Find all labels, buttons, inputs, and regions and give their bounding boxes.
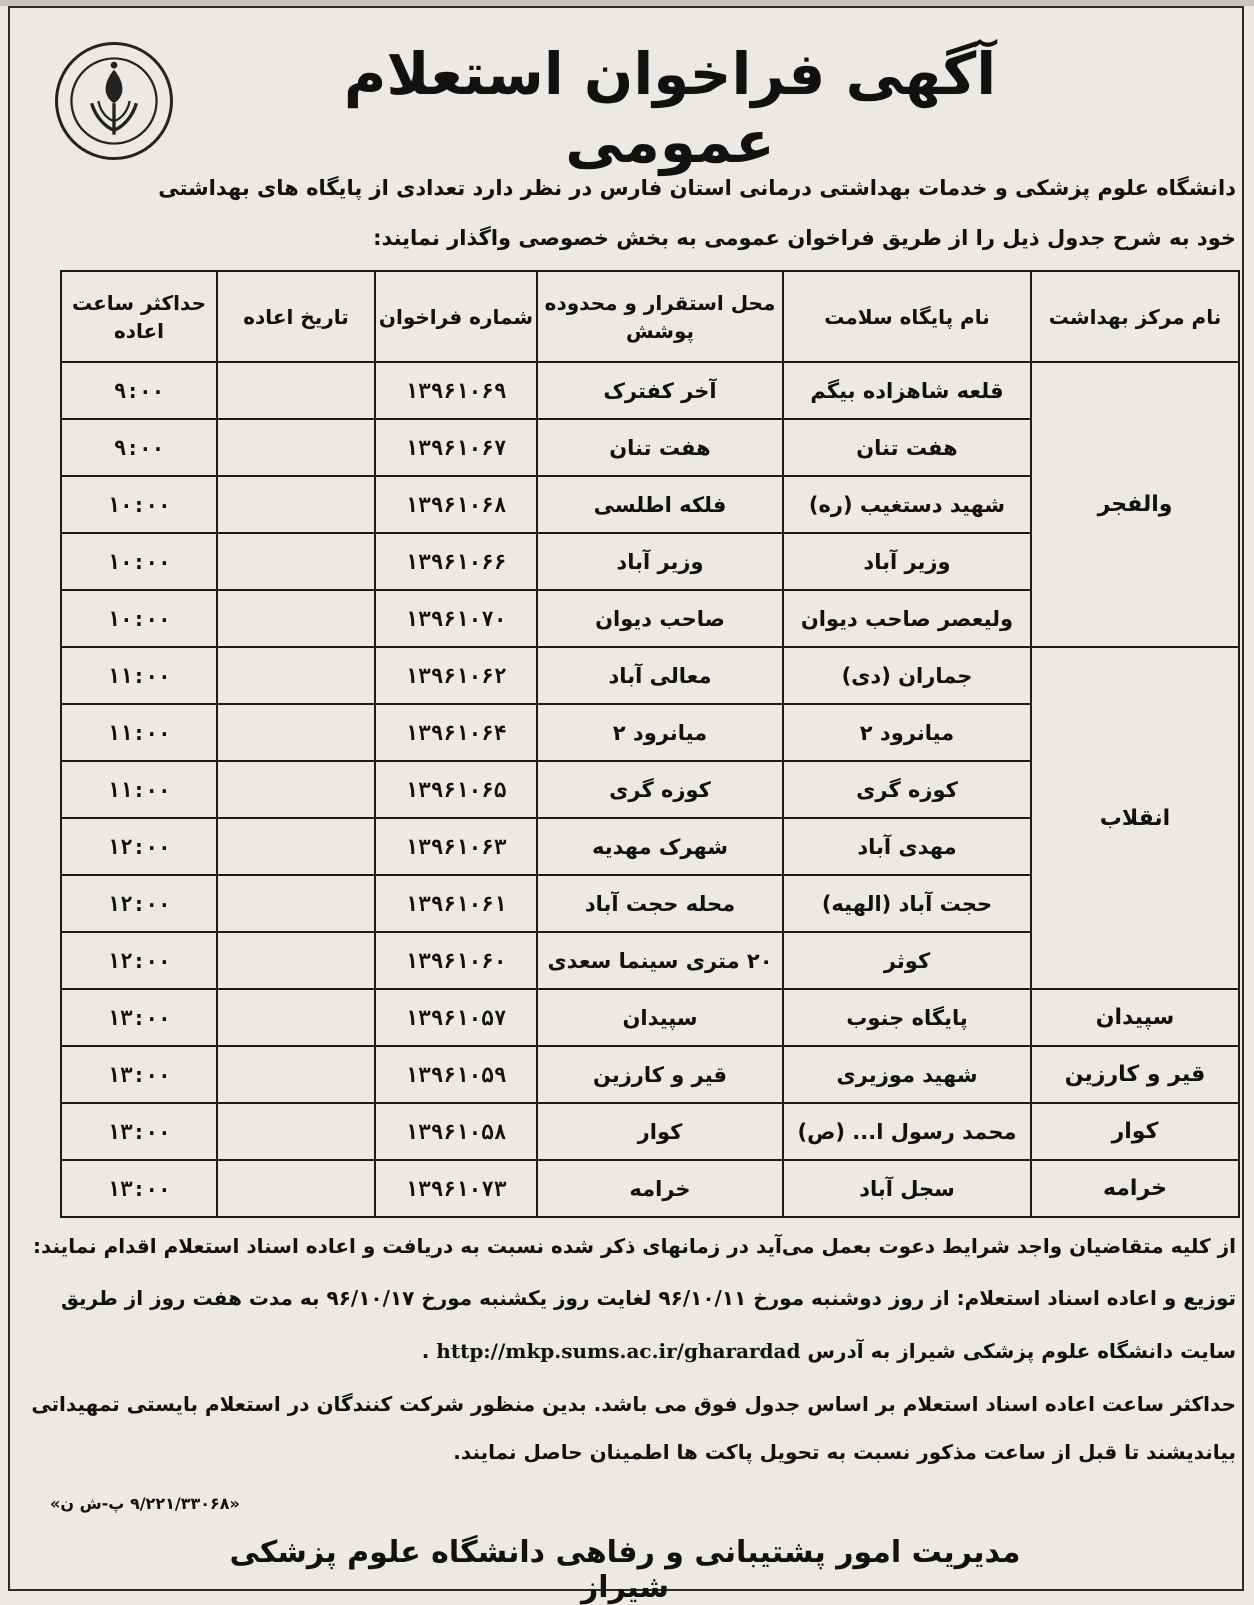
reference-code: «۹/۲۲۱/۳۳۰۶۸ پ-ش ن»	[50, 1494, 240, 1513]
table-row	[61, 647, 1239, 704]
header-location: محل استقرار و محدوده پوشش	[537, 271, 783, 362]
location-cell: سپیدان	[537, 989, 783, 1046]
return-time-cell: ۱۳:۰۰	[61, 1046, 217, 1103]
return-time-cell: ۹:۰۰	[61, 362, 217, 419]
body-line-4: حداکثر ساعت اعاده اسناد استعلام بر اساس جدول فوق می باشد. بدین منظور شرکت کنندگان در استعلام بایستی تمهیداتی	[31, 1392, 1236, 1416]
table-row	[61, 1046, 1239, 1103]
health-center-cell: قیر و کارزین	[1031, 1046, 1239, 1103]
call-number-cell: ۱۳۹۶۱۰۶۴	[375, 704, 537, 761]
health-center-cell: خرامه	[1031, 1160, 1239, 1217]
health-center-cell: کوار	[1031, 1103, 1239, 1160]
body-line-5: بیاندیشند تا قبل از ساعت مذکور نسبت به تحویل پاکت ها اطمینان حاصل نمایند.	[453, 1440, 1236, 1464]
return-date-cell	[217, 989, 375, 1046]
call-number-cell: ۱۳۹۶۱۰۶۶	[375, 533, 537, 590]
return-date-cell	[217, 704, 375, 761]
call-number-cell: ۱۳۹۶۱۰۶۲	[375, 647, 537, 704]
call-number-cell: ۱۳۹۶۱۰۵۹	[375, 1046, 537, 1103]
table-body	[61, 362, 1239, 1217]
return-date-cell	[217, 362, 375, 419]
location-cell: فلکه اطلسی	[537, 476, 783, 533]
location-cell: هفت تنان	[537, 419, 783, 476]
table-row	[61, 989, 1239, 1046]
health-base-cell: مهدی آباد	[783, 818, 1031, 875]
location-cell: آخر کفترک	[537, 362, 783, 419]
call-number-cell: ۱۳۹۶۱۰۵۸	[375, 1103, 537, 1160]
bases-table	[60, 270, 1240, 1218]
call-number-cell: ۱۳۹۶۱۰۷۰	[375, 590, 537, 647]
tender-website-link[interactable]: http://mkp.sums.ac.ir/gharardad	[436, 1339, 801, 1363]
health-center-cell: والفجر	[1031, 362, 1239, 647]
call-number-cell: ۱۳۹۶۱۰۶۵	[375, 761, 537, 818]
health-center-cell: انقلاب	[1031, 647, 1239, 989]
health-base-cell: ولیعصر صاحب دیوان	[783, 590, 1031, 647]
footer-signature: مدیریت امور پشتیبانی و رفاهی دانشگاه علوم پزشکی شیراز	[229, 1535, 1021, 1605]
location-cell: وزیر آباد	[537, 533, 783, 590]
return-date-cell	[217, 647, 375, 704]
health-base-cell: میانرود ۲	[783, 704, 1031, 761]
health-center-cell: سپیدان	[1031, 989, 1239, 1046]
call-number-cell: ۱۳۹۶۱۰۶۱	[375, 875, 537, 932]
health-base-cell: قلعه شاهزاده بیگم	[783, 362, 1031, 419]
return-date-cell	[217, 761, 375, 818]
location-cell: محله حجت آباد	[537, 875, 783, 932]
return-date-cell	[217, 932, 375, 989]
return-date-cell	[217, 533, 375, 590]
location-cell: قیر و کارزین	[537, 1046, 783, 1103]
return-time-cell: ۱۱:۰۰	[61, 761, 217, 818]
location-cell: ۲۰ متری سینما سعدی	[537, 932, 783, 989]
location-cell: کوار	[537, 1103, 783, 1160]
return-date-cell	[217, 1160, 375, 1217]
location-cell: خرامه	[537, 1160, 783, 1217]
table-header-row	[61, 271, 1239, 362]
return-date-cell	[217, 1046, 375, 1103]
body-line-3-end: .	[421, 1339, 437, 1363]
return-time-cell: ۱۱:۰۰	[61, 647, 217, 704]
health-base-cell: وزیر آباد	[783, 533, 1031, 590]
call-number-cell: ۱۳۹۶۱۰۵۷	[375, 989, 537, 1046]
page-title: آگهی فراخوان استعلام عمومی	[343, 40, 997, 176]
return-time-cell: ۱۰:۰۰	[61, 533, 217, 590]
university-emblem-icon	[58, 45, 170, 157]
intro-line-2: خود به شرح جدول ذیل را از طریق فراخوان عمومی به بخش خصوصی واگذار نمایند:	[373, 226, 1236, 250]
return-time-cell: ۱۰:۰۰	[61, 590, 217, 647]
body-line-1: از کلیه متقاضیان واجد شرایط دعوت بعمل می‌آید در زمانهای ذکر شده نسبت به دریافت و اعاده اسناد استعلام اقدام نمایند:	[32, 1234, 1236, 1258]
return-time-cell: ۱۳:۰۰	[61, 1103, 217, 1160]
return-date-cell	[217, 590, 375, 647]
header-health-center: نام مرکز بهداشت	[1031, 271, 1239, 362]
health-base-cell: کوزه گری	[783, 761, 1031, 818]
header-return-time: حداکثر ساعت اعاده	[61, 271, 217, 362]
call-number-cell: ۱۳۹۶۱۰۶۷	[375, 419, 537, 476]
university-logo	[55, 42, 173, 160]
health-base-cell: شهید دستغیب (ره)	[783, 476, 1031, 533]
health-base-cell: حجت آباد (الهیه)	[783, 875, 1031, 932]
call-number-cell: ۱۳۹۶۱۰۶۸	[375, 476, 537, 533]
call-number-cell: ۱۳۹۶۱۰۷۳	[375, 1160, 537, 1217]
health-base-cell: کوثر	[783, 932, 1031, 989]
return-time-cell: ۱۱:۰۰	[61, 704, 217, 761]
health-base-cell: شهید موزیری	[783, 1046, 1031, 1103]
return-date-cell	[217, 875, 375, 932]
body-line-3-text: سایت دانشگاه علوم پزشکی شیراز به آدرس	[807, 1339, 1236, 1363]
return-time-cell: ۱۲:۰۰	[61, 875, 217, 932]
return-time-cell: ۱۲:۰۰	[61, 932, 217, 989]
header-call-number: شماره فراخوان	[375, 271, 537, 362]
body-line-3	[26, 1339, 1236, 1363]
return-time-cell: ۱۲:۰۰	[61, 818, 217, 875]
location-cell: میانرود ۲	[537, 704, 783, 761]
location-cell: صاحب دیوان	[537, 590, 783, 647]
header-health-base: نام پایگاه سلامت	[783, 271, 1031, 362]
health-base-cell: پایگاه جنوب	[783, 989, 1031, 1046]
health-base-cell: هفت تنان	[783, 419, 1031, 476]
call-number-cell: ۱۳۹۶۱۰۶۹	[375, 362, 537, 419]
return-time-cell: ۱۳:۰۰	[61, 1160, 217, 1217]
health-base-cell: جماران (دی)	[783, 647, 1031, 704]
health-base-cell: محمد رسول ا... (ص)	[783, 1103, 1031, 1160]
return-date-cell	[217, 419, 375, 476]
health-base-cell: سجل آباد	[783, 1160, 1031, 1217]
return-date-cell	[217, 818, 375, 875]
intro-line-1: دانشگاه علوم پزشکی و خدمات بهداشتی درمانی استان فارس در نظر دارد تعدادی از پایگاه های بهداشتی	[158, 176, 1236, 200]
table-row	[61, 1103, 1239, 1160]
call-number-cell: ۱۳۹۶۱۰۶۰	[375, 932, 537, 989]
header-return-date: تاریخ اعاده	[217, 271, 375, 362]
return-date-cell	[217, 476, 375, 533]
return-time-cell: ۱۳:۰۰	[61, 989, 217, 1046]
location-cell: شهرک مهدیه	[537, 818, 783, 875]
location-cell: کوزه گری	[537, 761, 783, 818]
return-date-cell	[217, 1103, 375, 1160]
return-time-cell: ۹:۰۰	[61, 419, 217, 476]
return-time-cell: ۱۰:۰۰	[61, 476, 217, 533]
call-number-cell: ۱۳۹۶۱۰۶۳	[375, 818, 537, 875]
location-cell: معالی آباد	[537, 647, 783, 704]
body-line-2: توزیع و اعاده اسناد استعلام: از روز دوشنبه مورخ ۹۶/۱۰/۱۱ لغایت روز یکشنبه مورخ ۹۶/۱۰/۱۷ به مدت هفت روز از طریق	[60, 1286, 1236, 1310]
table-row	[61, 1160, 1239, 1217]
table-row	[61, 362, 1239, 419]
